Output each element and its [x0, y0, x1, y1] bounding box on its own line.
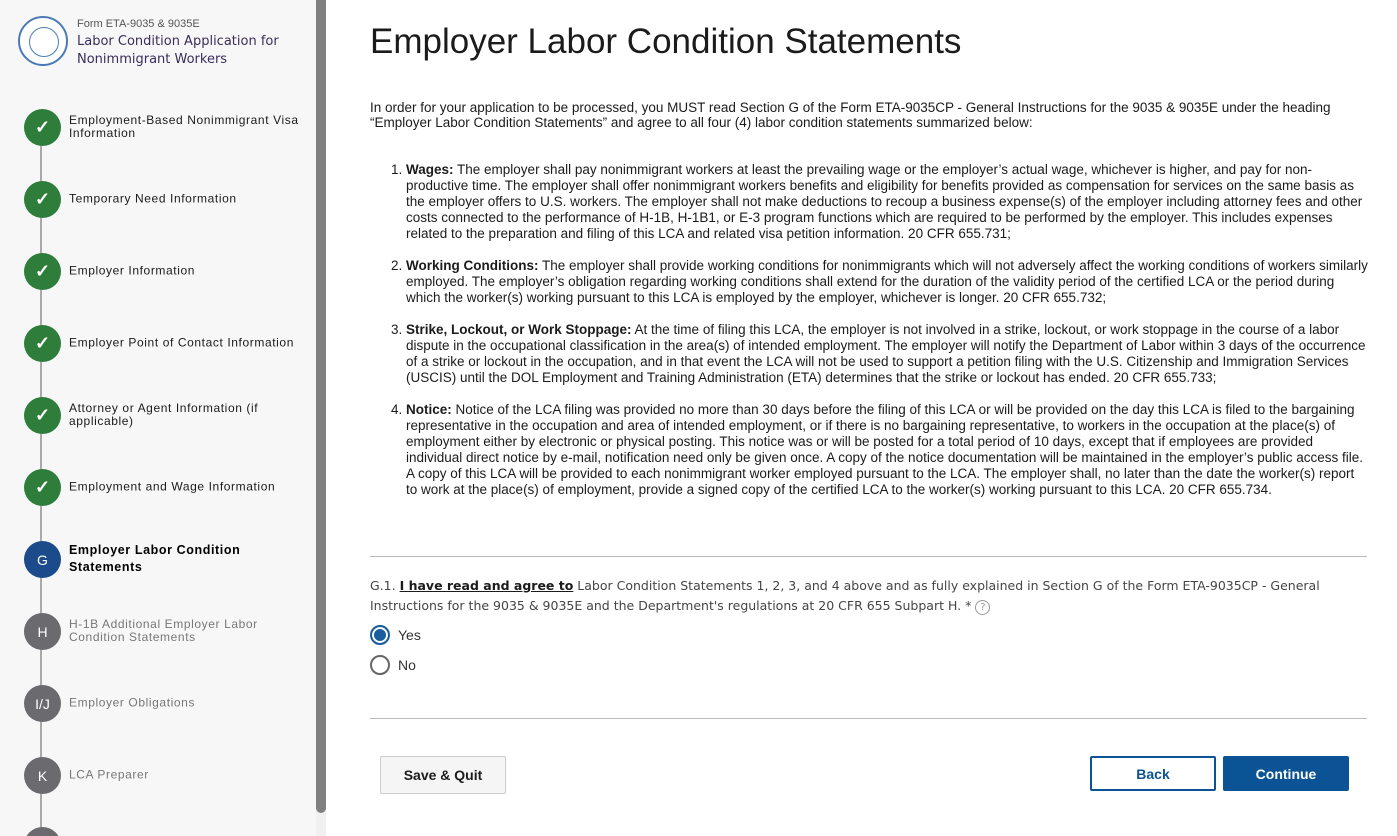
statement-wages: [406, 162, 1368, 242]
radio-button-selected[interactable]: [370, 625, 390, 645]
dol-seal-logo: [18, 16, 68, 66]
divider: [370, 556, 1367, 557]
statements-list: [406, 162, 1368, 514]
statement-strike: [406, 322, 1368, 386]
statement-text: The employer shall provide working conditions for nonimmigrants which will not adversely affect the working conditions of workers similarly employed. The employer’s obligation regarding working conditions shall extend for the duration of the validity period of the certified LCA or the period during which the worker(s) working pursuant to this LCA is employed by the employer, whichever is longer. 20 CFR 655.732;: [406, 258, 1368, 305]
statement-heading: Strike, Lockout, or Work Stoppage:: [406, 322, 632, 337]
statement-text: The employer shall pay nonimmigrant workers at least the prevailing wage or the employer’s actual wage, whichever is higher, and pay for non-productive time. The employer shall offer nonimmigrant workers benefits and eligibility for benefits provided as compensation for services on the same basis as the employer offers to U.S. workers. The employer shall not make deductions to recoup a business expense(s) of the employer including attorney fees and other costs connected to the performance of H-1B, H-1B1, or E-3 program functions which are required to be performed by the employer. This includes expenses related to the preparation and filing of this LCA and related visa petition information. 20 CFR 655.731;: [406, 162, 1363, 241]
check-icon: ✓: [24, 253, 61, 290]
statement-heading: Working Conditions:: [406, 258, 539, 273]
step-2[interactable]: [24, 253, 314, 289]
step-marker: H: [24, 613, 61, 650]
question-number: G.1.: [370, 578, 396, 593]
step-label: Employment and Wage Information: [69, 479, 276, 494]
statement-text: Notice of the LCA filing was provided no more than 30 days before the filing of this LCA or will be provided on the day this LCA is filed to the bargaining representative in the occupation and area of intended employment, or if there is no bargaining representative, to workers in the occupation at the place(s) of employment either by electronic or physical posting. This notice was or will be posted for a total period of 10 days, except that if employees are provided individual direct notice by e-mail, notification need only be given once. A copy of the notice documentation will be maintained in the employer’s public access file. A copy of this LCA will be provided to each nonimmigrant worker employed pursuant to the LCA. The employer shall, no later than the date the worker(s) report to work at the place(s) of employment, provide a signed copy of the certified LCA to the worker(s) working pursuant to this LCA. 20 CFR 655.734.: [406, 402, 1364, 497]
step-label: Temporary Need Information: [69, 191, 237, 206]
check-icon: ✓: [24, 325, 61, 362]
form-number: Form ETA-9035 & 9035E: [77, 18, 200, 30]
radio-yes[interactable]: [370, 625, 421, 645]
statement-working-conditions: [406, 258, 1368, 306]
step-0[interactable]: [24, 109, 314, 145]
radio-label: Yes: [398, 627, 421, 643]
back-button[interactable]: Back: [1090, 756, 1216, 791]
step-label: Employment-Based Nonimmigrant Visa Information: [69, 113, 299, 140]
step-label: Attorney or Agent Information (if applicable): [69, 401, 259, 428]
step-5[interactable]: [24, 469, 314, 505]
statement-text: At the time of filing this LCA, the employer is not involved in a strike, lockout, or work stoppage in the course of a labor dispute in the occupational classification in the area(s) of intended employment. The employer will notify the Department of Labor within 3 days of the occurrence of a strike or lockout in the occupation, and in that event the LCA will not be used to support a petition filing with the U.S. Citizenship and Immigration Services (USCIS) until the DOL Employment and Training Administration (ETA) determines that the strike or lockout has ended. 20 CFR 655.733;: [406, 322, 1366, 385]
intro-text: In order for your application to be processed, you MUST read Section G of the Form ETA-9035CP - General Instructions for the 9035 & 9035E under the heading “Employer Labor Condition Statements” and agree to all four (4) labor condition statements summarized below:: [370, 100, 1331, 130]
statement-heading: Notice:: [406, 402, 452, 417]
step-6[interactable]: [24, 541, 314, 577]
step-marker: G: [24, 541, 61, 578]
step-marker: K: [24, 757, 61, 794]
step-9[interactable]: [24, 757, 314, 793]
check-icon: ✓: [24, 469, 61, 506]
radio-no[interactable]: [370, 655, 416, 675]
radio-button[interactable]: [370, 655, 390, 675]
check-icon: ✓: [24, 181, 61, 218]
radio-label: No: [398, 657, 416, 673]
step-label: Employer Labor Condition Statements: [69, 543, 241, 574]
step-4[interactable]: [24, 397, 314, 433]
step-1[interactable]: [24, 181, 314, 217]
check-icon: ✓: [24, 397, 61, 434]
sidebar-scrollbar[interactable]: [316, 0, 326, 836]
statement-heading: Wages:: [406, 162, 454, 177]
check-icon: ✓: [24, 109, 61, 146]
page-title: Employer Labor Condition Statements: [370, 22, 962, 61]
step-8[interactable]: [24, 685, 314, 721]
help-icon[interactable]: ?: [975, 600, 990, 615]
step-label: Employer Information: [69, 263, 196, 278]
app-title: Labor Condition Application for Nonimmigrant Workers: [77, 34, 279, 67]
required-marker: *: [965, 598, 972, 613]
step-3[interactable]: [24, 325, 314, 361]
step-label: Employer Point of Contact Information: [69, 335, 294, 350]
statement-notice: [406, 402, 1368, 498]
step-label: Employer Obligations: [69, 695, 196, 710]
scrollbar-thumb[interactable]: [316, 0, 326, 813]
step-marker: I/J: [24, 685, 61, 722]
step-label: H-1B Additional Employer Labor Condition Statements: [69, 617, 258, 644]
continue-button[interactable]: Continue: [1223, 756, 1349, 791]
step-label: LCA Preparer: [69, 767, 149, 782]
step-marker-offscreen[interactable]: [24, 827, 61, 836]
question-text: Labor Condition Statements 1, 2, 3, and 4 above and as fully explained in Section G of the Form ETA-9035CP - General Instructions for the 9035 & 9035E and the Department's regulations at 20 CFR 655 Subpart H.: [370, 578, 1320, 613]
progress-sidebar: [0, 0, 316, 836]
divider: [370, 718, 1367, 719]
question-g1: [370, 576, 1367, 616]
step-7[interactable]: [24, 613, 314, 649]
question-emphasis: I have read and agree to: [399, 578, 574, 593]
save-quit-button[interactable]: Save & Quit: [380, 756, 506, 794]
